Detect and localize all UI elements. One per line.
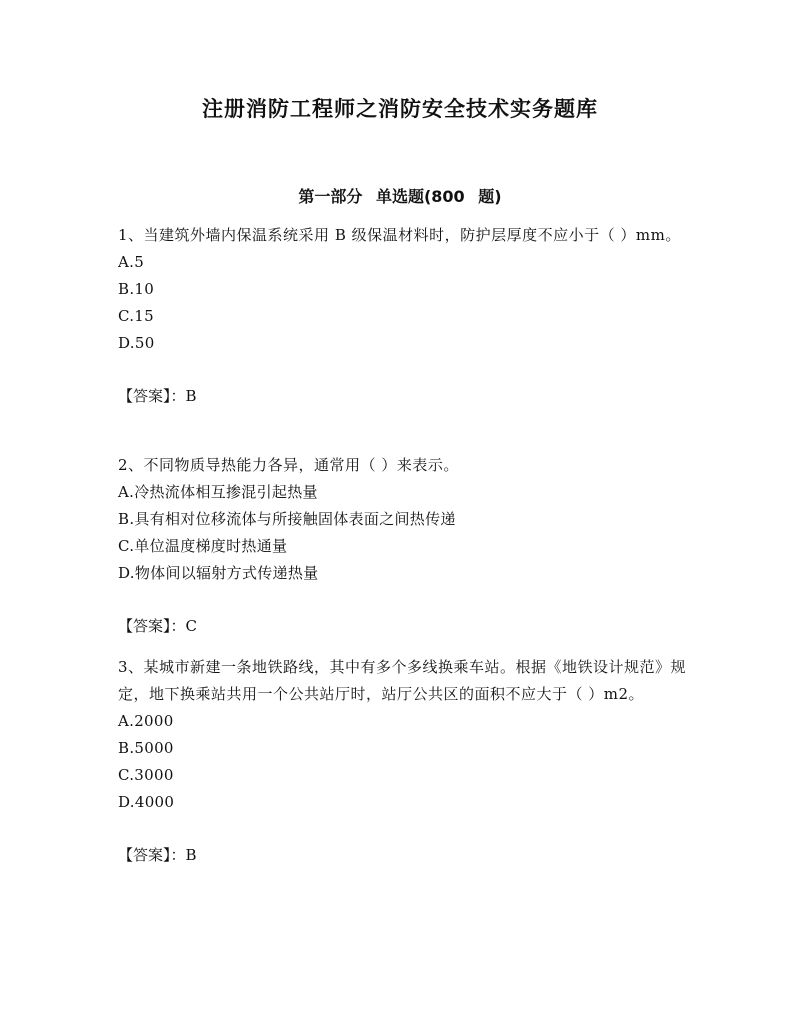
question-1 [118,222,688,410]
answer-label: 【答案】： [118,617,186,635]
question-3 [118,654,688,869]
document-title: 注册消防工程师之消防安全技术实务题库 [202,97,598,121]
answer-label: 【答案】： [118,387,186,405]
answer-line [118,842,688,869]
option-a: A.5 [118,253,145,271]
option-b: B.5000 [118,739,174,757]
option-a: A.2000 [118,712,174,730]
question-stem: 2、不同物质导热能力各异，通常用（ ）来表示。 [118,456,459,474]
answer-value: B [185,387,197,405]
option-c: C.3000 [118,766,174,784]
answer-line [118,383,688,410]
answer-label: 【答案】： [118,846,186,864]
answer-value: C [185,617,197,635]
answer-value: B [185,846,197,864]
option-c: C.15 [118,307,154,325]
option-d: D.4000 [118,793,175,811]
question-stem: 3、某城市新建一条地铁路线，其中有多个多线换乘车站。根据《地铁设计规范》规定，地下换乘站共用一个公共站厅时，站厅公共区的面积不应大于（ ）m2。 [118,658,687,703]
question-2 [118,452,688,640]
option-c: C.单位温度梯度时热通量 [118,537,288,555]
option-d: D.物体间以辐射方式传递热量 [118,564,319,582]
option-d: D.50 [118,334,155,352]
answer-line [118,613,688,640]
option-b: B.具有相对位移流体与所接触固体表面之间热传递 [118,510,456,528]
question-stem: 1、当建筑外墙内保温系统采用 B 级保温材料时，防护层厚度不应小于（ ）mm。 [118,226,681,244]
section-heading: 第一部分 单选题(800 题) [298,187,502,206]
option-a: A.冷热流体相互掺混引起热量 [118,483,318,501]
option-b: B.10 [118,280,155,298]
